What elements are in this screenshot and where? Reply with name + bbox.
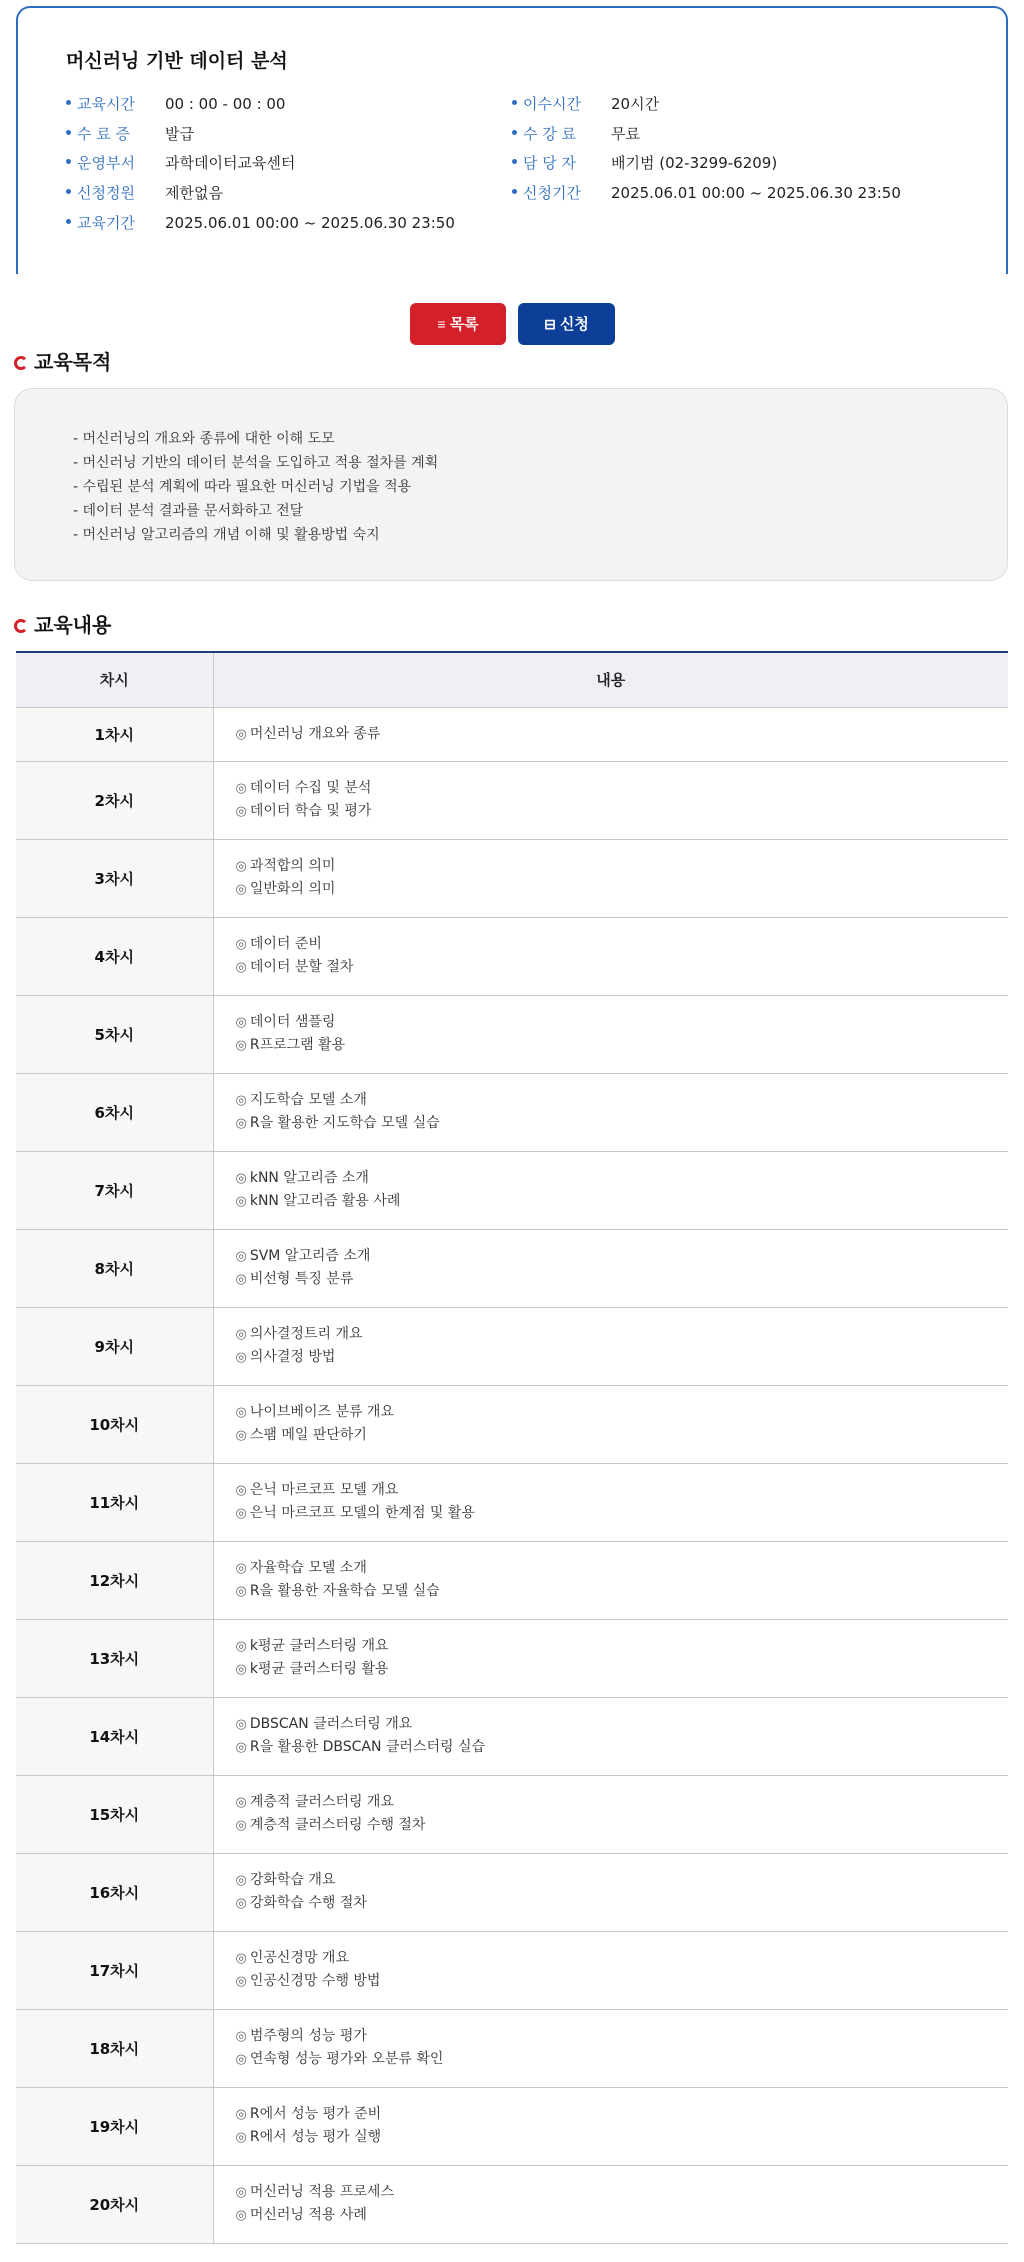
content-item-text: 머신러닝 적용 프로세스 bbox=[249, 2184, 394, 2200]
info-label: 교육기간 bbox=[77, 214, 135, 232]
content-cell bbox=[213, 1307, 1008, 1385]
objective-box bbox=[14, 388, 1008, 581]
session-cell: 8차시 bbox=[16, 1229, 213, 1307]
objective-item: - 머신러닝 기반의 데이터 분석을 도입하고 적용 절차를 계획 bbox=[73, 455, 439, 471]
content-item-text: 데이터 분할 절차 bbox=[249, 959, 354, 975]
session-cell: 14차시 bbox=[16, 1697, 213, 1775]
table-row bbox=[16, 1385, 1008, 1463]
content-cell bbox=[213, 1619, 1008, 1697]
content-item bbox=[236, 1791, 1009, 1814]
session-cell: 20차시 bbox=[16, 2165, 213, 2243]
info-left-row bbox=[66, 213, 455, 233]
bullet-dot-icon bbox=[512, 130, 517, 135]
content-item-text: 은닉 마르코프 모델의 한계점 및 활용 bbox=[249, 1505, 475, 1521]
course-info-card bbox=[16, 6, 1008, 274]
bullet-dot-icon bbox=[66, 189, 71, 194]
content-item-text: 계층적 클러스터링 개요 bbox=[249, 1794, 394, 1810]
content-item-text: 자율학습 모델 소개 bbox=[249, 1560, 367, 1576]
content-cell bbox=[213, 1229, 1008, 1307]
content-item-text: k평균 클러스터링 활용 bbox=[249, 1661, 389, 1677]
content-item bbox=[236, 800, 1009, 823]
info-right-row bbox=[512, 183, 901, 203]
course-title: 머신러닝 기반 데이터 분석 bbox=[66, 50, 288, 72]
apply-button[interactable] bbox=[518, 303, 615, 345]
content-item bbox=[236, 1814, 1009, 1837]
content-item-text: 의사결정 방법 bbox=[249, 1349, 336, 1365]
bullet-dot-icon bbox=[512, 159, 517, 164]
column-header-session: 차시 bbox=[16, 652, 213, 707]
circle-bullet-icon: ◎ bbox=[235, 1584, 247, 1599]
content-item-text: 과적합의 의미 bbox=[249, 858, 336, 874]
content-item bbox=[236, 777, 1009, 800]
content-item-text: 지도학습 모델 소개 bbox=[249, 1092, 367, 1108]
content-table bbox=[16, 651, 1008, 2244]
content-cell bbox=[213, 839, 1008, 917]
info-value: 00 : 00 - 00 : 00 bbox=[165, 95, 286, 113]
circle-bullet-icon: ◎ bbox=[235, 726, 247, 742]
circle-bullet-icon: ◎ bbox=[235, 1483, 247, 1498]
table-row bbox=[16, 1775, 1008, 1853]
circle-bullet-icon: ◎ bbox=[235, 1740, 247, 1755]
content-item bbox=[236, 1892, 1009, 1915]
content-item-text: R을 활용한 자율학습 모델 실습 bbox=[249, 1583, 440, 1599]
content-item bbox=[236, 1557, 1009, 1580]
content-item-text: R에서 성능 평가 준비 bbox=[249, 2106, 382, 2122]
content-item bbox=[236, 2204, 1009, 2227]
table-row bbox=[16, 2165, 1008, 2243]
content-item-text: 나이브베이즈 분류 개요 bbox=[249, 1404, 394, 1420]
info-value: 무료 bbox=[611, 125, 640, 143]
content-cell bbox=[213, 1931, 1008, 2009]
info-left-row bbox=[66, 124, 194, 144]
bullet-dot-icon bbox=[512, 100, 517, 105]
content-item bbox=[236, 1658, 1009, 1681]
content-item-text: R에서 성능 평가 실행 bbox=[249, 2129, 382, 2145]
content-item-text: SVM 알고리즘 소개 bbox=[249, 1248, 371, 1264]
content-item bbox=[236, 933, 1009, 956]
objective-heading-label: 교육목적 bbox=[34, 350, 112, 374]
circle-bullet-icon: ◎ bbox=[235, 960, 247, 975]
course-info-grid bbox=[18, 8, 1006, 274]
circle-bullet-icon: ◎ bbox=[235, 1194, 247, 1209]
content-item bbox=[236, 1580, 1009, 1603]
session-cell: 9차시 bbox=[16, 1307, 213, 1385]
bullet-dot-icon bbox=[66, 159, 71, 164]
circle-bullet-icon: ◎ bbox=[235, 859, 247, 874]
circle-bullet-icon: ◎ bbox=[235, 2029, 247, 2044]
table-row bbox=[16, 1541, 1008, 1619]
session-cell: 19차시 bbox=[16, 2087, 213, 2165]
content-item bbox=[236, 1034, 1009, 1057]
content-item bbox=[236, 2103, 1009, 2126]
bullet-dot-icon bbox=[66, 130, 71, 135]
circle-bullet-icon: ◎ bbox=[235, 1249, 247, 1264]
session-cell: 11차시 bbox=[16, 1463, 213, 1541]
content-item-text: 인공신경망 개요 bbox=[249, 1950, 349, 1966]
action-buttons bbox=[0, 303, 1024, 347]
content-item-text: 의사결정트리 개요 bbox=[249, 1326, 363, 1342]
content-item-text: 머신러닝 적용 사례 bbox=[249, 2207, 367, 2223]
section-ring-icon bbox=[14, 619, 28, 633]
content-item bbox=[236, 1869, 1009, 1892]
content-item-text: k평균 클러스터링 개요 bbox=[249, 1638, 389, 1654]
circle-bullet-icon: ◎ bbox=[235, 937, 247, 952]
info-value: 발급 bbox=[165, 125, 194, 143]
info-right-row bbox=[512, 124, 640, 144]
session-cell: 3차시 bbox=[16, 839, 213, 917]
content-item-text: 스팸 메일 판단하기 bbox=[249, 1427, 367, 1443]
content-item-text: 연속형 성능 평가와 오분류 확인 bbox=[249, 2051, 444, 2067]
content-item bbox=[236, 1323, 1009, 1346]
info-value: 배기범 (02-3299-6209) bbox=[611, 154, 778, 172]
content-item-text: 데이터 준비 bbox=[249, 936, 322, 952]
content-item bbox=[236, 1713, 1009, 1736]
list-button[interactable] bbox=[410, 303, 506, 345]
session-cell: 13차시 bbox=[16, 1619, 213, 1697]
content-cell bbox=[213, 995, 1008, 1073]
content-item bbox=[236, 1112, 1009, 1135]
content-item-text: 은닉 마르코프 모델 개요 bbox=[249, 1482, 399, 1498]
circle-bullet-icon: ◎ bbox=[235, 1116, 247, 1131]
content-cell bbox=[213, 1775, 1008, 1853]
session-cell: 5차시 bbox=[16, 995, 213, 1073]
table-row bbox=[16, 761, 1008, 839]
info-label: 수 료 증 bbox=[77, 125, 131, 143]
content-cell bbox=[213, 707, 1008, 761]
circle-bullet-icon: ◎ bbox=[235, 1951, 247, 1966]
table-header-row bbox=[16, 652, 1008, 707]
info-value: 과학데이터교육센터 bbox=[165, 154, 296, 172]
content-item-text: R을 활용한 지도학습 모델 실습 bbox=[249, 1115, 440, 1131]
content-item-text: 강화학습 수행 절차 bbox=[249, 1895, 367, 1911]
table-row bbox=[16, 1853, 1008, 1931]
content-item bbox=[236, 723, 1009, 746]
info-label: 이수시간 bbox=[523, 95, 581, 113]
content-item bbox=[236, 1089, 1009, 1112]
info-value: 20시간 bbox=[611, 95, 660, 113]
content-item-text: 인공신경망 수행 방법 bbox=[249, 1973, 381, 1989]
session-cell: 17차시 bbox=[16, 1931, 213, 2009]
content-item bbox=[236, 1479, 1009, 1502]
content-item bbox=[236, 855, 1009, 878]
table-row bbox=[16, 2009, 1008, 2087]
info-value: 2025.06.01 00:00 ~ 2025.06.30 23:50 bbox=[165, 214, 455, 232]
content-cell bbox=[213, 1151, 1008, 1229]
content-item-text: 일반화의 의미 bbox=[249, 881, 336, 897]
info-left-row bbox=[66, 183, 223, 203]
content-cell bbox=[213, 2087, 1008, 2165]
info-label: 신청기간 bbox=[523, 184, 581, 202]
info-label: 교육시간 bbox=[77, 95, 135, 113]
circle-bullet-icon: ◎ bbox=[235, 804, 247, 819]
content-cell bbox=[213, 1385, 1008, 1463]
circle-bullet-icon: ◎ bbox=[235, 1717, 247, 1732]
content-item-text: R프로그램 활용 bbox=[249, 1037, 346, 1053]
circle-bullet-icon: ◎ bbox=[235, 1428, 247, 1443]
objective-item: - 머신러닝의 개요와 종류에 대한 이해 도모 bbox=[73, 431, 335, 447]
circle-bullet-icon: ◎ bbox=[235, 1506, 247, 1521]
info-left-row bbox=[66, 94, 285, 114]
circle-bullet-icon: ◎ bbox=[235, 1873, 247, 1888]
circle-bullet-icon: ◎ bbox=[235, 1639, 247, 1654]
content-item bbox=[236, 1011, 1009, 1034]
objective-list bbox=[73, 427, 438, 547]
info-label: 신청정원 bbox=[77, 184, 135, 202]
content-item-text: 강화학습 개요 bbox=[249, 1872, 336, 1888]
circle-bullet-icon: ◎ bbox=[235, 1405, 247, 1420]
session-cell: 16차시 bbox=[16, 1853, 213, 1931]
content-item bbox=[236, 2181, 1009, 2204]
bullet-dot-icon bbox=[66, 219, 71, 224]
table-row bbox=[16, 1073, 1008, 1151]
circle-bullet-icon: ◎ bbox=[235, 1795, 247, 1810]
circle-bullet-icon: ◎ bbox=[235, 1272, 247, 1287]
circle-bullet-icon: ◎ bbox=[235, 1350, 247, 1365]
circle-bullet-icon: ◎ bbox=[235, 1038, 247, 1053]
table-row bbox=[16, 1151, 1008, 1229]
circle-bullet-icon: ◎ bbox=[235, 1896, 247, 1911]
info-left-row bbox=[66, 153, 295, 173]
content-item bbox=[236, 1736, 1009, 1759]
info-label: 운영부서 bbox=[77, 154, 135, 172]
session-cell: 12차시 bbox=[16, 1541, 213, 1619]
table-row bbox=[16, 1697, 1008, 1775]
content-item-text: DBSCAN 클러스터링 개요 bbox=[249, 1716, 413, 1732]
content-cell bbox=[213, 761, 1008, 839]
circle-bullet-icon: ◎ bbox=[235, 1818, 247, 1833]
circle-bullet-icon: ◎ bbox=[235, 1974, 247, 1989]
table-row bbox=[16, 1619, 1008, 1697]
content-item bbox=[236, 1245, 1009, 1268]
content-item-text: 계층적 클러스터링 수행 절차 bbox=[249, 1817, 426, 1833]
session-cell: 7차시 bbox=[16, 1151, 213, 1229]
content-item bbox=[236, 878, 1009, 901]
info-value: 제한없음 bbox=[165, 184, 223, 202]
content-item-text: 범주형의 성능 평가 bbox=[249, 2028, 367, 2044]
content-item bbox=[236, 1947, 1009, 1970]
content-item bbox=[236, 1190, 1009, 1213]
table-row bbox=[16, 707, 1008, 761]
circle-bullet-icon: ◎ bbox=[235, 2130, 247, 2145]
circle-bullet-icon: ◎ bbox=[235, 2107, 247, 2122]
info-right-row bbox=[512, 94, 659, 114]
content-item bbox=[236, 1502, 1009, 1525]
table-row bbox=[16, 839, 1008, 917]
content-item bbox=[236, 1970, 1009, 1993]
content-item bbox=[236, 2025, 1009, 2048]
apply-button-label: 신청 bbox=[559, 316, 589, 333]
circle-bullet-icon: ◎ bbox=[235, 2185, 247, 2200]
list-button-label: 목록 bbox=[449, 316, 479, 333]
objective-heading bbox=[14, 349, 111, 375]
session-cell: 6차시 bbox=[16, 1073, 213, 1151]
bullet-dot-icon bbox=[512, 189, 517, 194]
circle-bullet-icon: ◎ bbox=[235, 1171, 247, 1186]
table-row bbox=[16, 1931, 1008, 2009]
save-icon: ⊟ bbox=[544, 316, 556, 332]
info-value: 2025.06.01 00:00 ~ 2025.06.30 23:50 bbox=[611, 184, 901, 202]
content-item bbox=[236, 2048, 1009, 2071]
table-row bbox=[16, 995, 1008, 1073]
circle-bullet-icon: ◎ bbox=[235, 2052, 247, 2067]
list-icon: ≡ bbox=[437, 316, 446, 332]
table-row bbox=[16, 2087, 1008, 2165]
content-heading bbox=[14, 612, 111, 638]
bullet-dot-icon bbox=[66, 100, 71, 105]
content-item bbox=[236, 1635, 1009, 1658]
content-item bbox=[236, 1167, 1009, 1190]
content-item-text: kNN 알고리즘 활용 사례 bbox=[249, 1193, 401, 1209]
content-item-text: 데이터 학습 및 평가 bbox=[249, 803, 372, 819]
objective-item: - 머신러닝 알고리즘의 개념 이해 및 활용방법 숙지 bbox=[73, 527, 380, 543]
circle-bullet-icon: ◎ bbox=[235, 1561, 247, 1576]
content-item-text: 데이터 수집 및 분석 bbox=[249, 780, 372, 796]
objective-item: - 데이터 분석 결과를 문서화하고 전달 bbox=[73, 503, 304, 519]
content-item-text: kNN 알고리즘 소개 bbox=[249, 1170, 369, 1186]
circle-bullet-icon: ◎ bbox=[235, 1662, 247, 1677]
content-heading-label: 교육내용 bbox=[34, 613, 112, 637]
session-cell: 4차시 bbox=[16, 917, 213, 995]
info-label: 담 당 자 bbox=[523, 154, 577, 172]
content-cell bbox=[213, 1697, 1008, 1775]
content-item-text: R을 활용한 DBSCAN 클러스터링 실습 bbox=[249, 1739, 485, 1755]
info-label: 수 강 료 bbox=[523, 125, 577, 143]
table-row bbox=[16, 1229, 1008, 1307]
table-row bbox=[16, 1307, 1008, 1385]
content-cell bbox=[213, 1853, 1008, 1931]
content-cell bbox=[213, 1073, 1008, 1151]
content-cell bbox=[213, 1463, 1008, 1541]
content-item-text: 데이터 샘플링 bbox=[249, 1014, 336, 1030]
session-cell: 10차시 bbox=[16, 1385, 213, 1463]
circle-bullet-icon: ◎ bbox=[235, 2208, 247, 2223]
content-item bbox=[236, 2126, 1009, 2149]
circle-bullet-icon: ◎ bbox=[235, 1015, 247, 1030]
circle-bullet-icon: ◎ bbox=[235, 1093, 247, 1108]
session-cell: 15차시 bbox=[16, 1775, 213, 1853]
content-item bbox=[236, 1268, 1009, 1291]
session-cell: 2차시 bbox=[16, 761, 213, 839]
content-item-text: 비선형 특징 분류 bbox=[249, 1271, 354, 1287]
content-cell bbox=[213, 1541, 1008, 1619]
content-item bbox=[236, 956, 1009, 979]
circle-bullet-icon: ◎ bbox=[235, 781, 247, 796]
info-right-row bbox=[512, 153, 777, 173]
content-item bbox=[236, 1346, 1009, 1369]
table-row bbox=[16, 1463, 1008, 1541]
table-row bbox=[16, 917, 1008, 995]
content-cell bbox=[213, 917, 1008, 995]
content-cell bbox=[213, 2165, 1008, 2243]
session-cell: 18차시 bbox=[16, 2009, 213, 2087]
circle-bullet-icon: ◎ bbox=[235, 882, 247, 897]
content-item bbox=[236, 1424, 1009, 1447]
section-ring-icon bbox=[14, 356, 28, 370]
content-cell bbox=[213, 2009, 1008, 2087]
content-item-text: 머신러닝 개요와 종류 bbox=[249, 725, 381, 742]
circle-bullet-icon: ◎ bbox=[235, 1327, 247, 1342]
column-header-content: 내용 bbox=[213, 652, 1008, 707]
objective-item: - 수립된 분석 계획에 따라 필요한 머신러닝 기법을 적용 bbox=[73, 479, 412, 495]
content-item bbox=[236, 1401, 1009, 1424]
session-cell: 1차시 bbox=[16, 707, 213, 761]
